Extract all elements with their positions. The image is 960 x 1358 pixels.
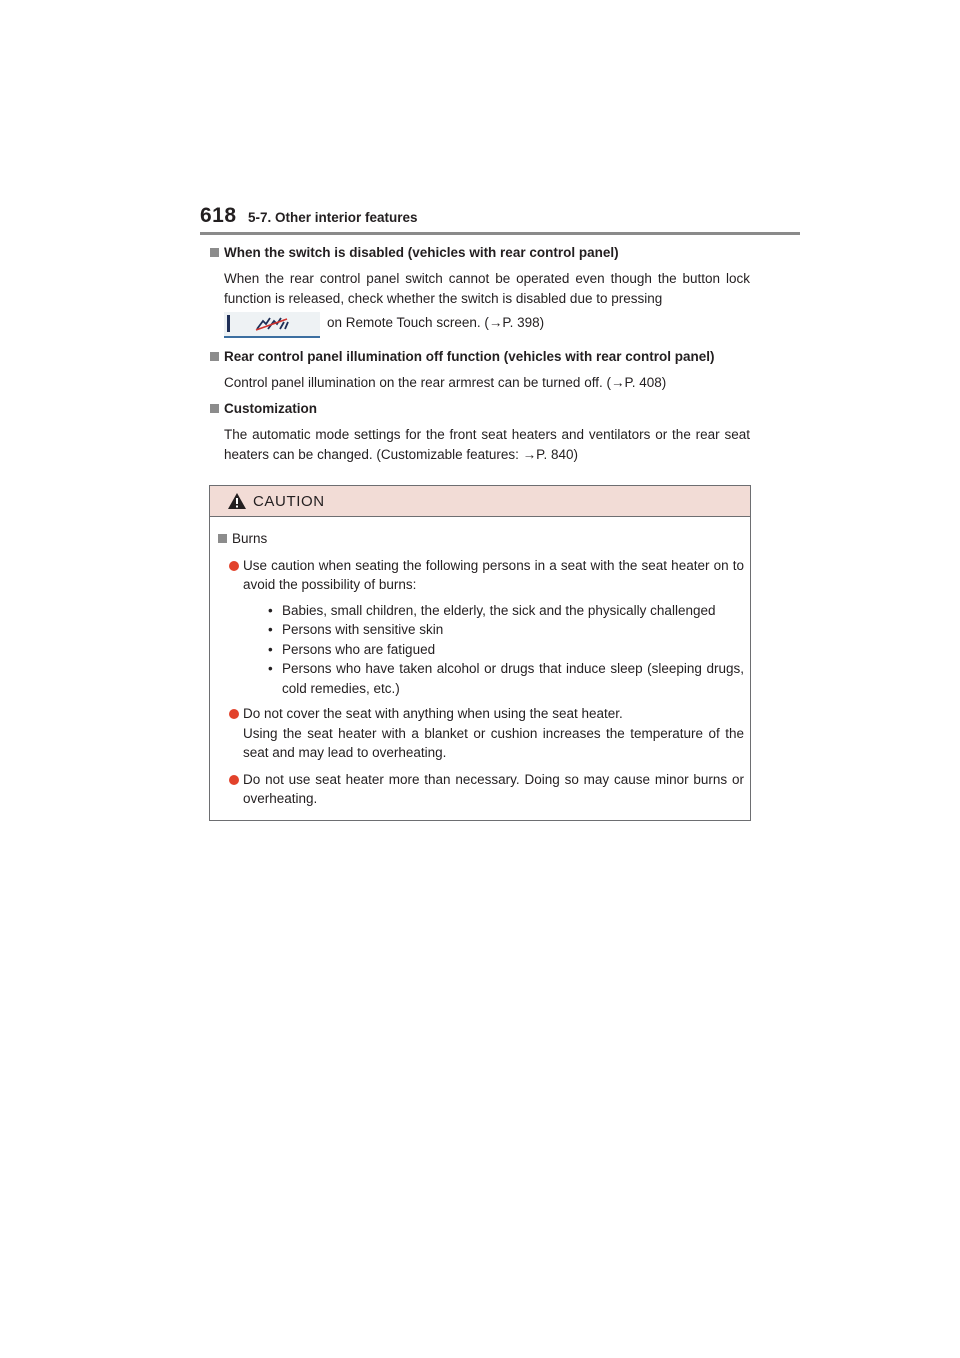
warning-triangle-icon <box>227 492 247 510</box>
seat-heater-switch-icon <box>254 316 290 332</box>
page-number: 618 <box>200 204 237 227</box>
caution-subitems <box>243 601 744 699</box>
page-header <box>200 204 800 234</box>
remote-touch-reference: on Remote Touch screen. (→P. 398) <box>327 315 545 330</box>
header-rule <box>200 232 800 235</box>
topic-heading: Customization <box>210 400 750 418</box>
topic-illumination-off <box>210 348 750 393</box>
list-item: • Persons with sensitive skin <box>268 622 444 637</box>
square-bullet-icon <box>210 404 219 413</box>
red-dot-bullet-icon <box>229 709 239 719</box>
list-item: • Babies, small children, the elderly, the sick and the physically challenged <box>268 602 716 618</box>
button-reference-line <box>210 312 750 338</box>
caution-item: Use caution when seating the following persons in a seat with the seat heater on to avoid the possibility of burns: • Babies, small children, the elderly, the sick and the physically challenged • Persons with sensitive skin • Persons who are fatigued • Persons who have taken alcohol or drugs that induce sleep (sleeping drugs, cold remedies, etc.) <box>218 556 744 699</box>
caution-body <box>210 517 750 809</box>
topic-switch-disabled <box>210 244 750 338</box>
square-bullet-icon <box>218 534 227 543</box>
topic-body: Control panel illumination on the rear armrest can be turned off. (→P. 408) <box>224 375 667 390</box>
caution-header <box>210 486 750 517</box>
topic-customization <box>210 400 750 464</box>
list-item: • Persons who are fatigued <box>268 641 436 657</box>
topic-body: The automatic mode settings for the front seat heaters and ventilators or the rear seat heaters can be changed. (Customizable features: →P. 840) <box>224 427 750 462</box>
topic-heading: When the switch is disabled (vehicles with rear control panel) <box>210 244 750 262</box>
section-title: 5-7. Other interior features <box>248 210 418 225</box>
square-bullet-icon <box>210 248 219 257</box>
caution-item: Do not cover the seat with anything when using the seat heater. Using the seat heater with a blanket or cushion increases the temperature of the seat and may lead to overheating. <box>218 704 744 763</box>
red-dot-bullet-icon <box>229 775 239 785</box>
rear-control-disable-button[interactable] <box>224 312 320 338</box>
caution-title: CAUTION <box>253 493 325 510</box>
caution-item: Do not use seat heater more than necessary. Doing so may cause minor burns or overheating. <box>218 770 744 809</box>
square-bullet-icon <box>210 352 219 361</box>
caution-box <box>209 485 751 821</box>
topic-heading: Rear control panel illumination off function (vehicles with rear control panel) <box>210 348 750 366</box>
topic-body: When the rear control panel switch cannot be operated even though the button lock function is released, check whether the switch is disabled due to pressing <box>224 271 750 306</box>
list-item: • Persons who have taken alcohol or drugs that induce sleep (sleeping drugs, cold remedies, etc.) <box>268 661 744 696</box>
red-dot-bullet-icon <box>229 561 239 571</box>
caution-subheading: Burns <box>218 529 744 549</box>
